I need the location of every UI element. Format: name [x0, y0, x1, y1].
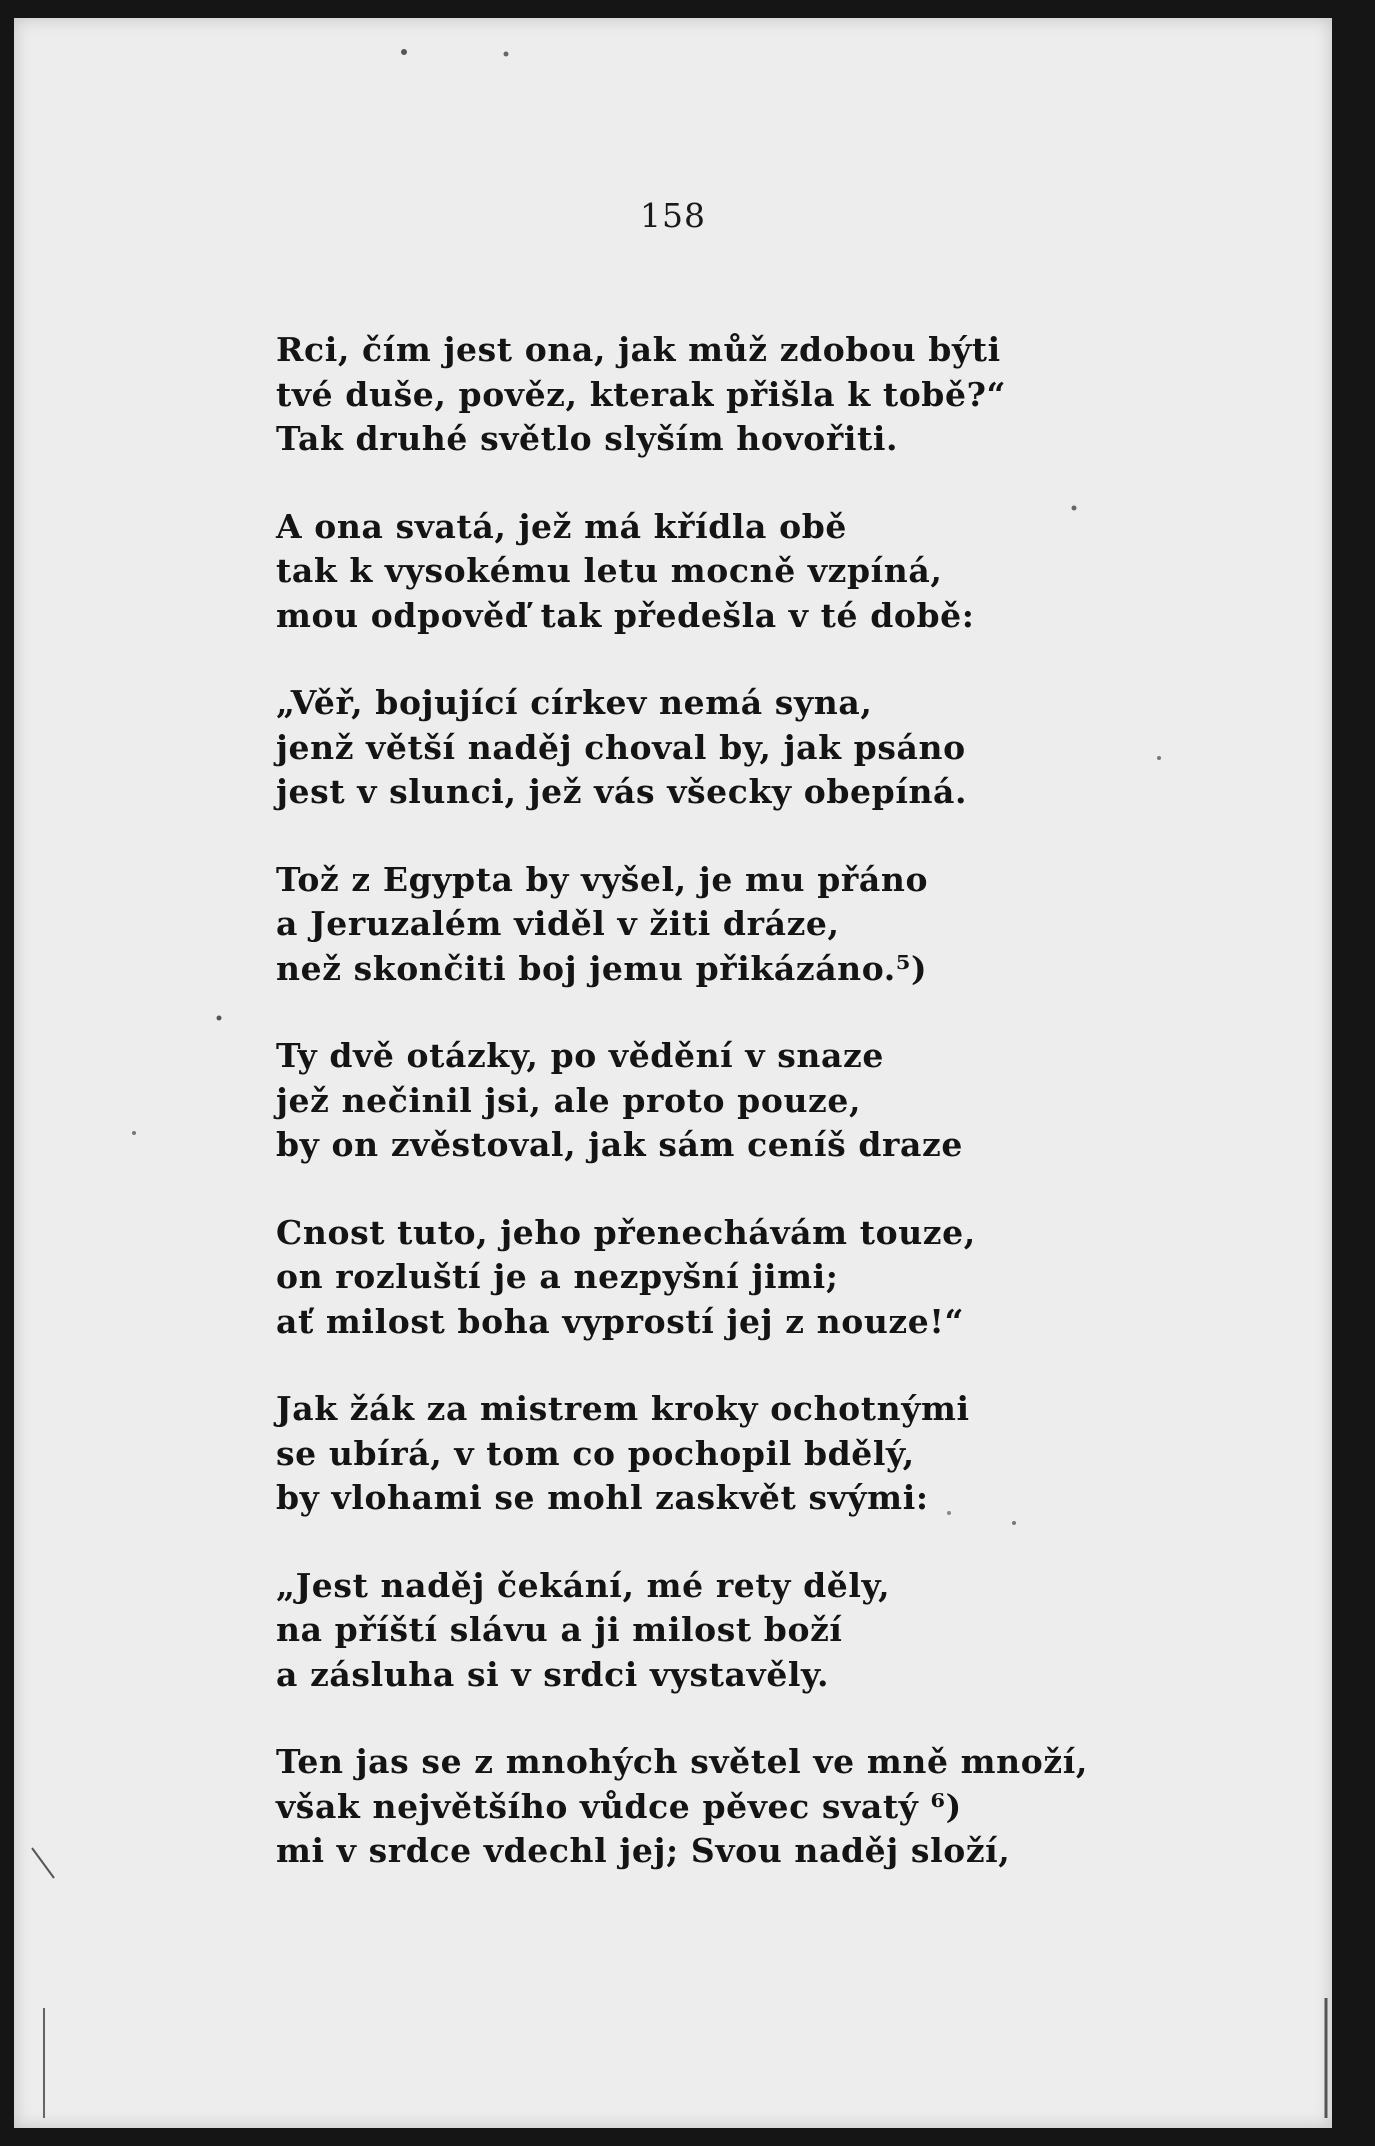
poem-line: „Věř, bojující církev nemá syna,: [276, 683, 873, 722]
book-page: [14, 18, 1332, 2128]
stanza-7: [276, 1387, 1136, 1521]
poem-line: a zásluha si v srdci vystavěly.: [276, 1654, 830, 1694]
poem-line: jest v slunci, jež vás všecky obepíná.: [276, 772, 968, 811]
poem-line: on rozluští je a nezpyšní jimi;: [276, 1257, 839, 1296]
poem-line: ať milost boha vyprostí jej z nouze!“: [276, 1301, 965, 1341]
poem-line: tvé duše, pověz, kterak přišla k tobě?“: [276, 374, 1007, 414]
poem-line: Tož z Egypta by vyšel, je mu přáno: [276, 859, 929, 899]
poem-line: mi v srdce vdechl jej; Svou naděj složí,: [276, 1831, 1011, 1870]
poem-line: jenž větší naděj choval by, jak psáno: [276, 727, 966, 767]
stanza-6: [276, 1211, 1136, 1345]
poem-line: Cnost tuto, jeho přenechávám touze,: [276, 1212, 976, 1252]
poem-line: než skončiti boj jemu přikázáno.⁵): [276, 948, 928, 988]
poem-line: tak k vysokému letu mocně vzpíná,: [276, 551, 943, 590]
stanza-8: [276, 1564, 1136, 1698]
poem-line: Rci, čím jest ona, jak můž zdobou býti: [276, 330, 1001, 369]
poem-line: Tak druhé světlo slyším hovořiti.: [276, 419, 899, 458]
poem-line: na příští slávu a ji milost boží: [276, 1610, 843, 1649]
poem-line: by vlohami se mohl zaskvět svými:: [276, 1478, 929, 1517]
poem-line: A ona svatá, jež má křídla obě: [276, 506, 848, 546]
stanza-2: [276, 505, 1136, 639]
stanza-3: [276, 681, 1136, 815]
stanza-5: [276, 1034, 1136, 1168]
stanza-1: [276, 328, 1136, 462]
poem-line: se ubírá, v tom co pochopil bdělý,: [276, 1433, 915, 1473]
poem-line: by on zvěstoval, jak sám ceníš draze: [276, 1125, 963, 1164]
stanza-9: [276, 1740, 1136, 1874]
poem-line: Jak žák za mistrem kroky ochotnými: [276, 1389, 970, 1428]
page-number: 158: [640, 196, 706, 235]
poem-line: Ten jas se z mnohých světel ve mně množí,: [276, 1742, 1088, 1781]
poem-line: Ty dvě otázky, po vědění v snaze: [276, 1036, 884, 1075]
poem-text: [276, 328, 1136, 1917]
poem-line: jež nečinil jsi, ale proto pouze,: [276, 1080, 862, 1120]
poem-line: a Jeruzalém viděl v žiti dráze,: [276, 904, 840, 943]
poem-line: mou odpověď tak předešla v té době:: [276, 595, 975, 635]
stanza-4: [276, 858, 1136, 992]
poem-line: „Jest naděj čekání, mé rety děly,: [276, 1565, 891, 1605]
poem-line: však největšího vůdce pěvec svatý ⁶): [276, 1786, 962, 1826]
